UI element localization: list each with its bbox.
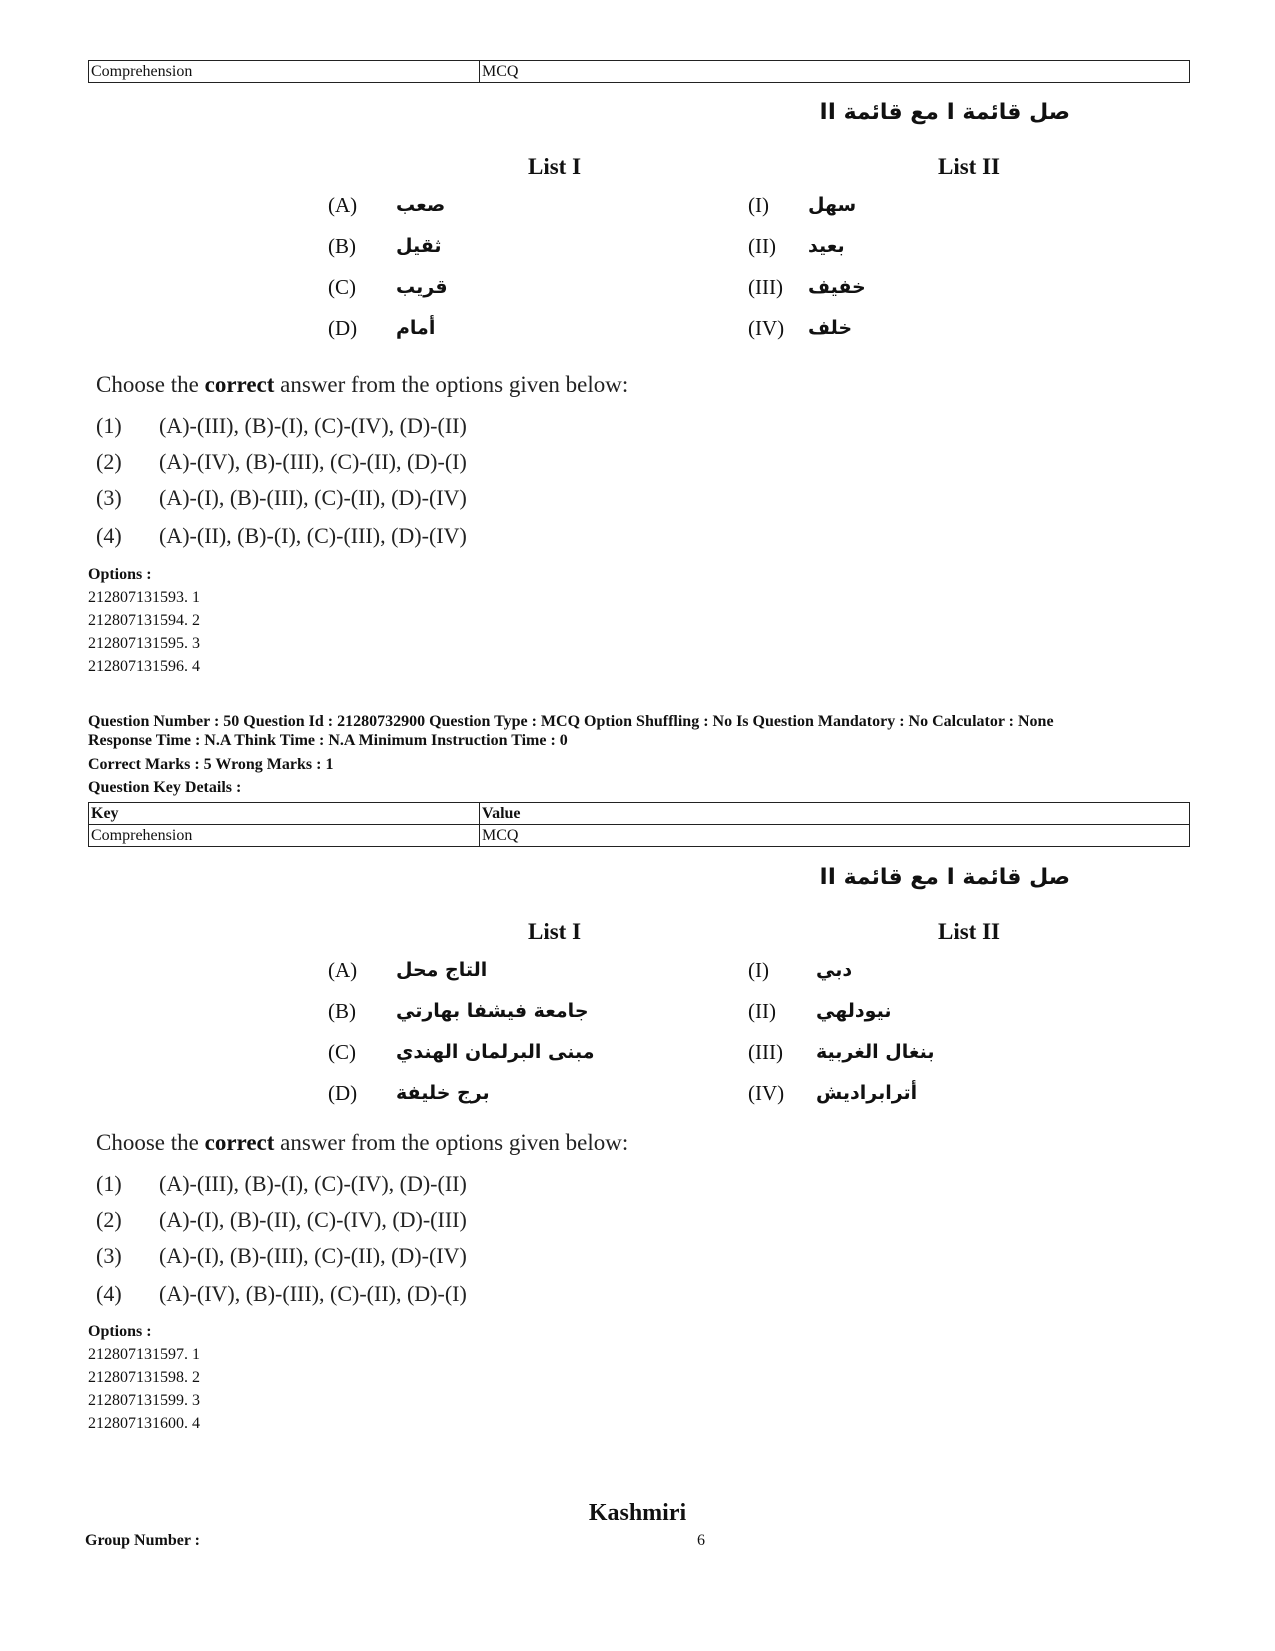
item-text: سهل <box>808 194 857 216</box>
q50-marks: Correct Marks : 5 Wrong Marks : 1 <box>88 756 334 773</box>
option-id: 212807131599. 3 <box>88 1392 200 1409</box>
item-text: خلف <box>808 317 853 339</box>
item-text: خفيف <box>808 276 866 298</box>
item-text: أمام <box>396 317 436 339</box>
list-item <box>748 190 948 220</box>
option-id: 212807131596. 4 <box>88 658 200 675</box>
list-item <box>328 231 528 261</box>
q50-instruction <box>96 1130 628 1156</box>
q50-meta-line2: Response Time : N.A Think Time : N.A Minimum Instruction Time : 0 <box>88 732 568 749</box>
item-text: قريب <box>396 276 448 298</box>
answer-number: (2) <box>96 449 122 474</box>
item-label: (I) <box>748 958 769 982</box>
item-label: (B) <box>328 234 356 258</box>
answer-number: (3) <box>96 1243 122 1268</box>
item-label: (III) <box>748 275 783 299</box>
answer-number: (1) <box>96 413 122 438</box>
answer-text: (A)-(I), (B)-(III), (C)-(II), (D)-(IV) <box>159 485 467 510</box>
item-label: (D) <box>328 1081 358 1105</box>
option-id: 212807131600. 4 <box>88 1415 200 1432</box>
answer-number: (3) <box>96 485 122 510</box>
q49-options-label: Options : <box>88 566 152 583</box>
item-label: (C) <box>328 1040 356 1064</box>
list-item <box>328 1078 588 1108</box>
value-cell: MCQ <box>480 825 1190 847</box>
key-row <box>89 825 1190 847</box>
item-label: (III) <box>748 1040 783 1064</box>
item-label: (A) <box>328 193 358 217</box>
list-item <box>748 955 1008 985</box>
key-cell: Comprehension <box>89 61 480 83</box>
q50-key-table <box>88 802 1190 847</box>
instruction-pre: Choose the <box>96 1130 205 1155</box>
item-text: صعب <box>396 194 446 216</box>
list-item <box>748 231 948 261</box>
answer-text: (A)-(III), (B)-(I), (C)-(IV), (D)-(II) <box>159 1171 467 1196</box>
q49-list1-heading: List I <box>528 154 582 179</box>
item-label: (II) <box>748 234 776 258</box>
item-text: ثقيل <box>396 235 442 257</box>
instruction-emphasis: correct <box>204 1130 275 1155</box>
item-text: مبنى البرلمان الهندي <box>396 1041 595 1063</box>
q49-instruction <box>96 372 628 398</box>
section-title: Kashmiri <box>588 1500 687 1526</box>
option-id: 212807131597. 1 <box>88 1346 200 1363</box>
q49-arabic-prompt: صل قائمة I مع قائمة II <box>819 100 1070 125</box>
q50-list2-heading: List II <box>938 919 1000 944</box>
item-text: دبي <box>816 959 853 981</box>
item-text: أترابراديش <box>816 1082 918 1104</box>
list-item <box>328 190 528 220</box>
item-text: برج خليفة <box>396 1082 490 1104</box>
list-item <box>328 1037 595 1067</box>
instruction-pre: Choose the <box>96 372 205 397</box>
item-label: (II) <box>748 999 776 1023</box>
q49-list2-heading: List II <box>938 154 1000 179</box>
q50-meta-line1: Question Number : 50 Question Id : 21280732900 Question Type : MCQ Option Shuffling : No Is Question Mandatory : No Calculator : None <box>88 713 1054 730</box>
group-number-label: Group Number : <box>85 1532 200 1549</box>
list-item <box>748 996 1008 1026</box>
answer-text: (A)-(III), (B)-(I), (C)-(IV), (D)-(II) <box>159 413 467 438</box>
answer-number: (2) <box>96 1207 122 1232</box>
answer-text: (A)-(I), (B)-(III), (C)-(II), (D)-(IV) <box>159 1243 467 1268</box>
value-header: Value <box>480 803 1190 825</box>
key-header-row <box>89 803 1190 825</box>
answer-text: (A)-(I), (B)-(II), (C)-(IV), (D)-(III) <box>159 1207 467 1232</box>
answer-text: (A)-(IV), (B)-(III), (C)-(II), (D)-(I) <box>159 1281 467 1306</box>
answer-number: (4) <box>96 523 122 548</box>
list-item <box>748 1037 1008 1067</box>
instruction-emphasis: correct <box>204 372 275 397</box>
list-item <box>328 272 528 302</box>
q50-key-details-label: Question Key Details : <box>88 779 242 796</box>
instruction-post: answer from the options given below: <box>274 372 629 397</box>
key-header: Key <box>89 803 480 825</box>
item-text: بعيد <box>808 235 845 257</box>
answer-text: (A)-(IV), (B)-(III), (C)-(II), (D)-(I) <box>159 449 467 474</box>
key-cell: Comprehension <box>89 825 480 847</box>
list-item <box>748 1078 1008 1108</box>
q50-arabic-prompt: صل قائمة I مع قائمة II <box>819 865 1070 890</box>
option-id: 212807131598. 2 <box>88 1369 200 1386</box>
q50-list1-heading: List I <box>528 919 582 944</box>
list-item <box>328 955 588 985</box>
item-label: (A) <box>328 958 358 982</box>
q49-key-table <box>88 60 1190 83</box>
page-number: 6 <box>697 1532 705 1549</box>
item-label: (D) <box>328 316 358 340</box>
option-id: 212807131595. 3 <box>88 635 200 652</box>
value-cell: MCQ <box>480 61 1190 83</box>
answer-text: (A)-(II), (B)-(I), (C)-(III), (D)-(IV) <box>159 523 467 548</box>
list-item <box>328 996 588 1026</box>
list-item <box>328 313 528 343</box>
key-row <box>89 61 1190 83</box>
item-text: بنغال الغربية <box>816 1041 935 1063</box>
list-item <box>748 272 948 302</box>
item-label: (C) <box>328 275 356 299</box>
item-text: التاج محل <box>396 959 488 981</box>
item-text: نيودلهي <box>816 1000 892 1022</box>
answer-number: (4) <box>96 1281 122 1306</box>
option-id: 212807131593. 1 <box>88 589 200 606</box>
item-text: جامعة فيشفا بهارتي <box>396 1000 589 1022</box>
item-label: (I) <box>748 193 769 217</box>
list-item <box>748 313 948 343</box>
item-label: (IV) <box>748 1081 785 1105</box>
item-label: (IV) <box>748 316 785 340</box>
item-label: (B) <box>328 999 356 1023</box>
answer-number: (1) <box>96 1171 122 1196</box>
q50-options-label: Options : <box>88 1323 152 1340</box>
instruction-post: answer from the options given below: <box>274 1130 629 1155</box>
option-id: 212807131594. 2 <box>88 612 200 629</box>
